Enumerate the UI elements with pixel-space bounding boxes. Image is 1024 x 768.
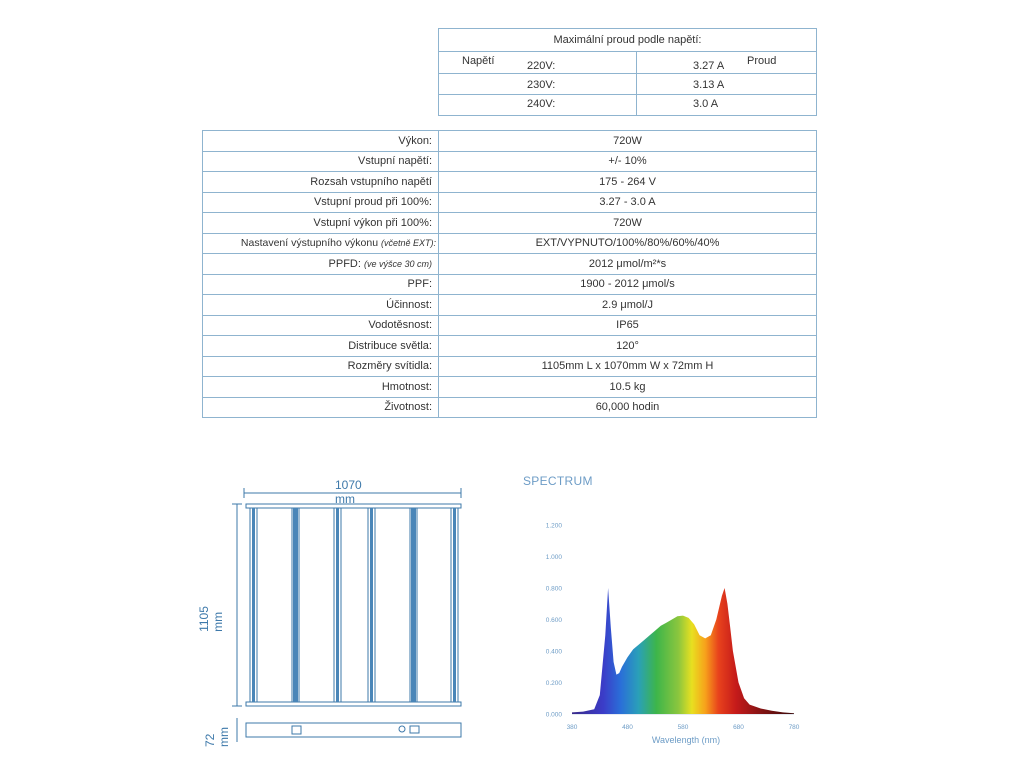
- spec-label-cell: [203, 233, 439, 254]
- spec-label: Vstupní napětí:: [203, 151, 439, 172]
- current-header: Proud: [747, 55, 777, 67]
- current-table: [438, 28, 817, 116]
- table-row: [203, 192, 817, 213]
- spec-label: Výkon:: [203, 131, 439, 152]
- table-row: [203, 233, 817, 254]
- current-table-row-divider: [439, 94, 816, 95]
- spec-value: 10.5 kg: [439, 377, 817, 398]
- y-tick-label: 1.200: [545, 522, 562, 530]
- x-tick-label: 780: [788, 724, 800, 731]
- light-bar-led: [252, 508, 255, 702]
- spec-label: Distribuce světla:: [203, 336, 439, 357]
- table-row: [203, 131, 817, 152]
- fixture-side-view: [246, 723, 461, 737]
- voltage-cell: 230V:: [527, 79, 556, 91]
- current-table-row-divider: [439, 73, 816, 74]
- x-tick-label: 580: [677, 724, 689, 731]
- y-tick-label: 0.800: [545, 585, 562, 593]
- table-row: [203, 295, 817, 316]
- y-tick-label: 0.600: [545, 617, 562, 624]
- fixture-drawing-svg: [215, 470, 475, 760]
- fixture-bottom-rail: [246, 702, 461, 706]
- light-bar-led: [336, 508, 339, 702]
- spec-value: 2.9 μmol/J: [439, 295, 817, 316]
- current-cell: 3.13 A: [693, 79, 725, 91]
- width-label: 1070 mm: [335, 478, 362, 506]
- table-row: [203, 151, 817, 172]
- table-row: [203, 213, 817, 234]
- spec-value: 2012 μmol/m²*s: [439, 254, 817, 275]
- spec-value: 175 - 264 V: [439, 172, 817, 193]
- spec-label: Životnost:: [203, 397, 439, 418]
- spectrum-title: SPECTRUM: [523, 474, 593, 488]
- table-row: [203, 172, 817, 193]
- table-row: [203, 336, 817, 357]
- current-table-divider: [636, 51, 637, 115]
- y-tick-label: 0.400: [545, 648, 562, 656]
- table-row: [203, 254, 817, 275]
- spec-label: Účinnost:: [203, 295, 439, 316]
- spec-label: Nastavení výstupního výkonu: [240, 237, 379, 250]
- spec-value: 1900 - 2012 μmol/s: [439, 274, 817, 295]
- voltage-cell: 220V:: [527, 60, 556, 72]
- spec-label-note: (ve výšce 30 cm): [363, 258, 432, 269]
- x-tick-label: 380: [566, 724, 578, 731]
- spec-value: +/- 10%: [439, 151, 817, 172]
- x-tick-label: 480: [622, 724, 633, 731]
- length-label: 1105 mm: [196, 606, 225, 632]
- height-label: 72 mm: [203, 727, 231, 747]
- spec-value: 120°: [439, 336, 817, 357]
- light-bar-led: [453, 508, 456, 702]
- spec-value: 720W: [439, 131, 817, 152]
- spec-label: PPFD:: [328, 257, 361, 270]
- x-axis-label: Wavelength (nm): [651, 735, 721, 745]
- table-row: [203, 274, 817, 295]
- light-bar-led: [411, 508, 416, 702]
- spec-value: IP65: [439, 315, 817, 336]
- y-tick-label: 1.000: [545, 554, 562, 561]
- spec-value: 1105mm L x 1070mm W x 72mm H: [439, 356, 817, 377]
- voltage-cell: 240V:: [527, 98, 556, 110]
- y-tick-label: 0.200: [545, 680, 562, 687]
- spec-value: 3.27 - 3.0 A: [439, 192, 817, 213]
- spec-table: [202, 130, 817, 418]
- spec-label: Vstupní výkon při 100%:: [203, 213, 439, 234]
- spec-label: Hmotnost:: [203, 377, 439, 398]
- spec-label: PPF:: [203, 274, 439, 295]
- current-cell: 3.27 A: [693, 60, 725, 72]
- spectrum-area: [572, 588, 794, 714]
- current-cell: 3.0 A: [693, 98, 719, 110]
- light-bar-led: [370, 508, 373, 702]
- table-row: [203, 356, 817, 377]
- spec-value: 60,000 hodin: [439, 397, 817, 418]
- spec-value: 720W: [439, 213, 817, 234]
- x-tick-label: 680: [733, 724, 744, 731]
- table-row: [203, 315, 817, 336]
- voltage-header: Napětí: [462, 55, 495, 67]
- light-bar-led: [293, 508, 298, 702]
- spec-label: Rozměry svítidla:: [203, 356, 439, 377]
- current-table-title: Maximální proud podle napětí:: [439, 29, 816, 52]
- spec-label-note: (včetně EXT):: [380, 238, 436, 249]
- spec-label: Rozsah vstupního napětí: [203, 172, 439, 193]
- spec-label-cell: [203, 254, 439, 275]
- spectrum-chart: [520, 510, 820, 750]
- table-row: [203, 377, 817, 398]
- spec-label: Vodotěsnost:: [203, 315, 439, 336]
- spec-value: EXT/VYPNUTO/100%/80%/60%/40%: [439, 233, 817, 254]
- y-tick-label: 0.000: [545, 711, 562, 719]
- spec-label: Vstupní proud při 100%:: [203, 192, 439, 213]
- table-row: [203, 397, 817, 418]
